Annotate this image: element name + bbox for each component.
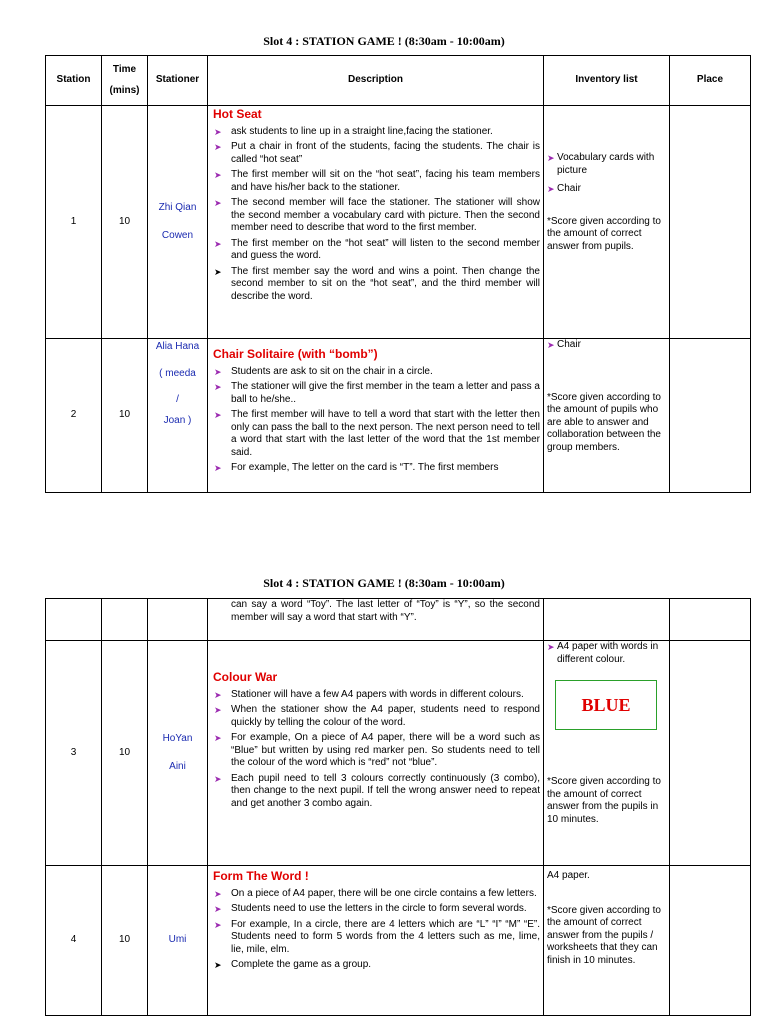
- arrow-bullet-icon: ➤: [214, 366, 222, 377]
- step-item: ➤ Students need to use the letters in the circle to form several words.: [214, 903, 527, 914]
- table-row: [46, 866, 751, 1016]
- station-number: 1: [46, 106, 102, 339]
- arrow-bullet-icon: ➤: [214, 126, 222, 137]
- stationer-names: Umi: [148, 866, 208, 1016]
- arrow-bullet-icon: ➤: [214, 142, 222, 152]
- inventory-cell: [544, 106, 670, 339]
- game-description: [208, 866, 544, 1016]
- station-time: 10: [102, 106, 148, 339]
- step-item: ➤ When the stationer show the A4 paper, students need to respond quickly by telling the colour of the word.: [214, 704, 540, 728]
- step-item: ➤ On a piece of A4 paper, there will be one circle contains a few letters.: [214, 887, 537, 899]
- score-note: *Score given according to the amount of pupils who are able to answer and collaboration between the group members.: [547, 391, 661, 453]
- station-time: 10: [102, 339, 148, 493]
- inventory-cell: [544, 641, 670, 866]
- arrow-bullet-icon: ➤: [547, 642, 555, 652]
- game-title: Chair Solitaire (with “bomb”): [213, 347, 378, 361]
- game-description: [208, 339, 544, 493]
- score-note: *Score given according to the amount of correct answer from the pupils / worksheets that they can finish in 10 minutes.: [547, 904, 661, 966]
- inventory-cell: [544, 339, 670, 493]
- station-number: 3: [46, 641, 102, 866]
- station-time: 10: [102, 866, 148, 1016]
- step-item: ➤ For example, The letter on the card is “T”. The first members: [214, 462, 499, 473]
- header-description: Description: [208, 56, 544, 106]
- stationer-names: Alia Hana ( meeda / Joan ): [148, 339, 208, 493]
- step-item: ➤ Stationer will have a few A4 papers with words in different colours.: [214, 688, 524, 700]
- table-row: [46, 106, 751, 339]
- arrow-bullet-icon: ➤: [214, 198, 222, 208]
- header-inventory: Inventory list: [544, 56, 670, 106]
- header-place: Place: [670, 56, 751, 106]
- game-description: [208, 641, 544, 866]
- station-time: 10: [102, 641, 148, 866]
- inventory-item: ➤ Chair: [547, 183, 581, 194]
- game-title: Hot Seat: [213, 107, 262, 121]
- step-item: ➤ ask students to line up in a straight line,facing the stationer.: [214, 125, 493, 137]
- station-number: 4: [46, 866, 102, 1016]
- step-item: ➤ Put a chair in front of the students, facing the students. The chair is called “hot seat”: [214, 141, 540, 165]
- arrow-bullet-icon: ➤: [214, 733, 222, 743]
- score-note: *Score given according to the amount of correct answer from the pupils in 10 minutes.: [547, 776, 661, 825]
- step-item: ➤ The first member say the word and wins a point. Then change the second member to sit on the “hot seat”, and the third member will describe the word.: [214, 265, 540, 302]
- table-row: [46, 599, 751, 641]
- arrow-bullet-icon: ➤: [214, 960, 222, 970]
- arrow-bullet-icon: ➤: [214, 266, 222, 277]
- arrow-bullet-icon: ➤: [547, 340, 555, 350]
- stationer-names: HoYan Aini: [148, 641, 208, 866]
- header-stationer: Stationer: [148, 56, 208, 106]
- header-row: [46, 56, 751, 106]
- step-item: ➤ The first member will have to tell a word that start with the letter then only can pass the ball to the next person. The next person need to tell a word that start with the last letter of the word that the 1st member said.: [214, 409, 540, 458]
- score-note: *Score given according to the amount of correct answer from pupils.: [547, 215, 661, 252]
- step-item: ➤ The first member on the “hot seat” will listen to the second member and guess the word.: [214, 237, 540, 261]
- arrow-bullet-icon: ➤: [214, 238, 222, 249]
- station-table-page-2: [45, 598, 751, 1016]
- inventory-item: ➤ Vocabulary cards with picture: [547, 152, 655, 176]
- arrow-bullet-icon: ➤: [214, 705, 222, 715]
- arrow-bullet-icon: ➤: [214, 410, 222, 420]
- inventory-item: ➤ A4 paper with words in different colour.: [547, 641, 659, 665]
- step-item: ➤ The stationer will give the first member in the team a letter and pass a ball to he/she..: [214, 381, 540, 405]
- page-title: Slot 4 : STATION GAME ! (8:30am - 10:00am): [263, 576, 505, 590]
- step-item: ➤ The first member will sit on the “hot seat”, facing his team members and have his/her back to the stationer.: [214, 169, 540, 193]
- header-time: Time (mins): [102, 56, 148, 106]
- table-row: [46, 339, 751, 493]
- arrow-bullet-icon: ➤: [214, 463, 222, 473]
- blue-word-card: BLUE: [555, 680, 657, 730]
- place-cell: [670, 866, 751, 1016]
- arrow-bullet-icon: ➤: [214, 382, 222, 392]
- place-cell: [670, 339, 751, 493]
- place-cell: [670, 106, 751, 339]
- inventory-item: ➤ Chair: [547, 339, 581, 350]
- arrow-bullet-icon: ➤: [214, 689, 222, 700]
- inventory-item: A4 paper.: [547, 870, 590, 881]
- step-item: ➤ For example, On a piece of A4 paper, there will be a word such as “Blue” but written by using red marker pen. So students need to tell the colour of the word which is “red” not “blue”.: [214, 732, 540, 768]
- arrow-bullet-icon: ➤: [547, 184, 555, 194]
- place-cell: [670, 641, 751, 866]
- step-item: ➤ Complete the game as a group.: [214, 959, 372, 970]
- step-item: ➤ Each pupil need to tell 3 colours correctly continuously (3 combo), then change to the next pupil. If tell the wrong answer need to repeat and get another 3 combo again.: [214, 772, 540, 809]
- arrow-bullet-icon: ➤: [214, 888, 222, 899]
- station-number: 2: [46, 339, 102, 493]
- arrow-bullet-icon: ➤: [214, 773, 222, 784]
- game-title: Form The Word !: [213, 869, 309, 883]
- inventory-cell: [544, 866, 670, 1016]
- arrow-bullet-icon: ➤: [214, 919, 222, 930]
- game-description: [208, 106, 544, 339]
- arrow-bullet-icon: ➤: [214, 904, 222, 914]
- station-table-page-1: [45, 55, 751, 493]
- arrow-bullet-icon: ➤: [214, 170, 222, 180]
- step-item: ➤ For example, In a circle, there are 4 letters which are “L” “I” “M” “E”. Students need to form 5 words from the 4 letters such as me, lime, lie, mile, elm.: [214, 918, 540, 955]
- stationer-names: Zhi Qian Cowen: [148, 106, 208, 339]
- page-title: Slot 4 : STATION GAME ! (8:30am - 10:00am): [263, 34, 505, 48]
- table-row: [46, 641, 751, 866]
- arrow-bullet-icon: ➤: [547, 153, 555, 163]
- step-item: ➤ Students are ask to sit on the chair in a circle.: [214, 365, 433, 377]
- game-title: Colour War: [213, 670, 278, 684]
- continuation-text: can say a word “Toy”. The last letter of “Toy” is “Y”, so the second member will say a word that start with “Y”.: [208, 599, 544, 641]
- step-item: ➤ The second member will face the stationer. The stationer will show the second member a vocabulary card with picture. Then the second member need to describe that word to the first member.: [214, 197, 540, 233]
- header-station: Station: [46, 56, 102, 106]
